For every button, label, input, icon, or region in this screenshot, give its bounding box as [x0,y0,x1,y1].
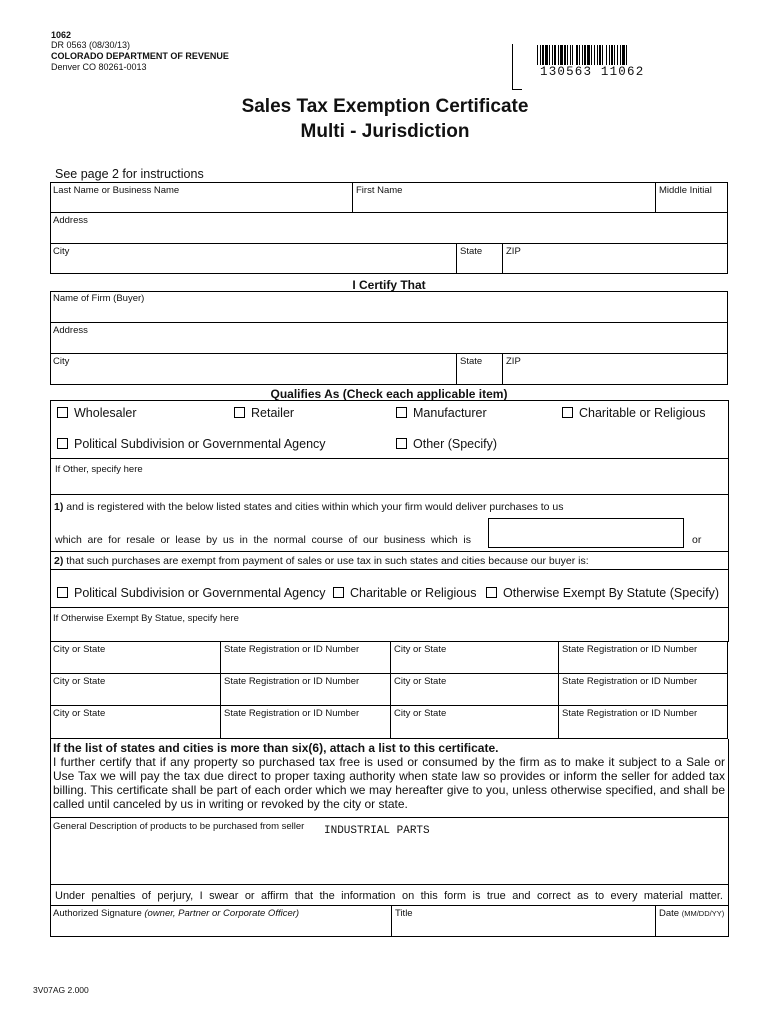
political-subdivision-checkbox[interactable]: Political Subdivision or Governmental Agency [57,437,326,451]
registration-table [50,641,728,739]
form-title: Sales Tax Exemption Certificate [241,96,529,117]
other-specify-field[interactable]: If Other, specify here [55,464,143,475]
manufacturer-checkbox[interactable]: Manufacturer [396,406,487,420]
certify-heading: I Certify That [352,278,426,292]
product-description-field[interactable]: INDUSTRIAL PARTS [324,825,430,837]
department-name: COLORADO DEPARTMENT OF REVENUE [51,51,229,61]
buyer-political-subdivision-checkbox[interactable]: Political Subdivision or Governmental Agency [57,586,326,600]
authorized-signature-field[interactable]: Authorized Signature (owner, Partner or Corporate Officer) [53,908,300,919]
buyer-info-section [50,291,728,385]
table-cell-city-state[interactable]: City or State [394,708,447,719]
date-field[interactable]: Date (MM/DD/YY) [659,908,725,919]
exempt-statute-field[interactable]: If Otherwise Exempt By Statue, specify here [53,613,239,624]
attach-list-notice: If the list of states and cities is more than six(6), attach a list to this certificate. [53,741,499,755]
table-cell-registration-id[interactable]: State Registration or ID Number [224,708,360,719]
table-cell-registration-id[interactable]: State Registration or ID Number [224,676,360,687]
table-cell-city-state[interactable]: City or State [53,676,106,687]
product-description-label: General Description of products to be purchased from seller [53,821,305,832]
form-footer-code: 3V07AG 2.000 [33,985,89,995]
table-cell-registration-id[interactable]: State Registration or ID Number [224,644,360,655]
table-cell-city-state[interactable]: City or State [53,644,106,655]
barcode-number: 130563 11062 [540,65,645,79]
seller-last-name-field[interactable]: Last Name or Business Name [53,185,180,196]
seller-zip-field[interactable]: ZIP [506,246,521,257]
resale-statement: which are for resale or lease by us in the normal course of our business which is [55,534,471,546]
seller-middle-initial-field[interactable]: Middle Initial [659,185,712,196]
form-number: 1062 [51,30,72,40]
form-subtitle: Multi - Jurisdiction [300,121,470,142]
registered-item-2: 2) that such purchases are exempt from payment of sales or use tax in such states and cities because our buyer is: [54,555,589,567]
department-address: Denver CO 80261-0013 [51,62,147,72]
seller-address-field[interactable]: Address [53,215,88,226]
buyer-firm-name-field[interactable]: Name of Firm (Buyer) [53,293,145,304]
retailer-checkbox[interactable]: Retailer [234,406,294,420]
table-cell-registration-id[interactable]: State Registration or ID Number [562,708,698,719]
table-cell-city-state[interactable]: City or State [394,676,447,687]
barcode-bracket-bottom [512,89,522,90]
charitable-religious-checkbox[interactable]: Charitable or Religious [562,406,705,420]
title-field[interactable]: Title [395,908,413,919]
other-specify-checkbox[interactable]: Other (Specify) [396,437,497,451]
table-cell-registration-id[interactable]: State Registration or ID Number [562,676,698,687]
or-label: or [692,534,702,546]
buyer-zip-field[interactable]: ZIP [506,356,521,367]
certification-statement: I further certify that if any property so purchased tax free is used or consumed by the firm as to make it subject to a Sale or Use Tax we will pay the tax due direct to proper taxing authority when state law so provides or inform the seller for added tax billing. This certificate shall be part of each order which we may hereafter give to you, unless otherwise specified, and shall be called until canceled by us in writing or revoked by the city or state. [53,755,725,811]
buyer-city-field[interactable]: City [53,356,70,367]
instructions-note: See page 2 for instructions [55,167,204,181]
business-type-field[interactable] [488,518,684,548]
perjury-statement: Under penalties of perjury, I swear or affirm that the information on this form is true and correct as to every material matter. [55,890,723,902]
seller-city-field[interactable]: City [53,246,70,257]
barcode-bracket-left [512,44,513,90]
buyer-otherwise-exempt-checkbox[interactable]: Otherwise Exempt By Statute (Specify) [486,586,719,600]
buyer-charitable-religious-checkbox[interactable]: Charitable or Religious [333,586,476,600]
barcode-image [537,45,681,65]
table-cell-registration-id[interactable]: State Registration or ID Number [562,644,698,655]
wholesaler-checkbox[interactable]: Wholesaler [57,406,137,420]
buyer-address-field[interactable]: Address [53,325,88,336]
qualifies-heading: Qualifies As (Check each applicable item) [270,387,508,401]
registered-item-1: 1) and is registered with the below listed states and cities within which your firm would deliver purchases to us [54,501,564,513]
form-code: DR 0563 (08/30/13) [51,40,131,50]
table-cell-city-state[interactable]: City or State [53,708,106,719]
buyer-state-field[interactable]: State [460,356,483,367]
seller-state-field[interactable]: State [460,246,483,257]
seller-first-name-field[interactable]: First Name [356,185,403,196]
table-cell-city-state[interactable]: City or State [394,644,447,655]
